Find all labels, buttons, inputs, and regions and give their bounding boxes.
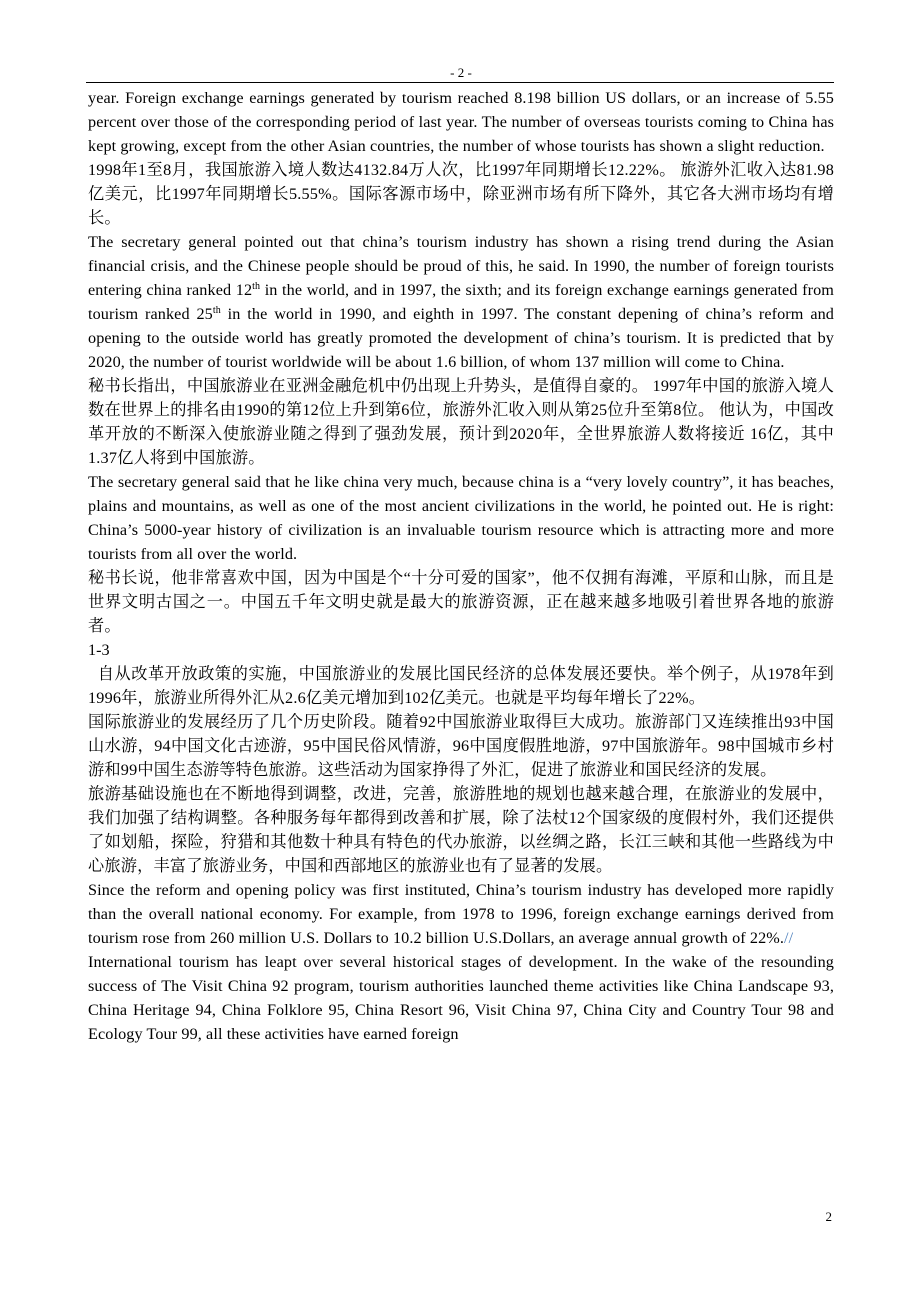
paragraph-en-2 (88, 230, 834, 374)
paragraph-en-4 (88, 878, 834, 950)
paragraph-zh-1: 1998年1至8月，我国旅游入境人数达4132.84万人次，比1997年同期增长12.22%。 旅游外汇收入达81.98亿美元，比1997年同期增长5.55%。国际客源市场中，除亚洲市场有所下降外，其它各大洲市场均有增长。 (88, 161, 834, 227)
paragraph-zh-6: 旅游基础设施也在不断地得到调整，改进，完善，旅游胜地的规划也越来越合理，在旅游业的发展中，我们加强了结构调整。各种服务每年都得到改善和扩展，除了法杖12个国家级的度假村外，我们还提供了如划船，探险，狩猎和其他数十种具有特色的代办旅游，以丝绸之路，长江三峡和其他一些路线为中心旅游，丰富了旅游业务，中国和西部地区的旅游业也有了显著的发展。 (88, 785, 834, 875)
page-number: 2 (825, 1209, 832, 1224)
paragraph-en-5: International tourism has leapt over several historical stages of development. In the wake of the resounding success of The Visit China 92 program, tourism authorities launched theme activities like China Landscape 93, China Heritage 94, China Folklore 95, China Resort 96, Visit China 97, China City and Country Tour 98 and Ecology Tour 99, all these activities have earned foreign (88, 953, 834, 1043)
comment-mark: // (784, 929, 794, 947)
paragraph-en-1: year. Foreign exchange earnings generated by tourism reached 8.198 billion US dollars, or an increase of 5.55 percent over those of the corresponding period of last year. The number of overseas tourists coming to China has kept growing, except from the other Asian countries, the number of whose tourists has shown a slight reduction. (88, 89, 834, 155)
paragraph-en-2-part-2: in the world, and in 1997, the sixth; and its foreign exchange earnings generated from tourism ranked 25 (88, 281, 834, 323)
page-header: - 2 - (450, 65, 472, 80)
superscript-th-2: th (212, 305, 221, 316)
header-rule (86, 82, 834, 83)
paragraph-en-2-part-3: in the world in 1990, and eighth in 1997. The constant depening of china’s reform and opening to the outside world has greatly promoted the development of china’s tourism. It is predicted that by 2020, the number of tourist worldwide will be about 1.6 billion, of whom 137 million will come to China. (88, 305, 834, 371)
paragraph-en-4-text: Since the reform and opening policy was first instituted, China’s tourism industry has developed more rapidly than the overall national economy. For example, from 1978 to 1996, foreign exchange earnings derived from tourism rose from 260 million U.S. Dollars to 10.2 billion U.S.Dollars, an average annual growth of 22%. (88, 881, 834, 947)
paragraph-zh-2: 秘书长指出，中国旅游业在亚洲金融危机中仍出现上升势头，是值得自豪的。 1997年中国的旅游入境人数在世界上的排名由1990的第12位上升到第6位，旅游外汇收入则从第25位升至第8位。 他认为，中国改革开放的不断深入使旅游业随之得到了强劲发展，预计到2020年，全世界旅游人数将接近 16亿，其中1.37亿人将到中国旅游。 (88, 377, 834, 467)
section-label: 1-3 (88, 641, 110, 659)
document-body (88, 86, 834, 1046)
paragraph-en-2-part-1: The secretary general pointed out that china’s tourism industry has shown a rising trend during the Asian financial crisis, and the Chinese people should be proud of this, he said. In 1990, the number of foreign tourists entering china ranked 12 (88, 233, 834, 299)
superscript-th-1: th (252, 281, 261, 292)
paragraph-en-3: The secretary general said that he like china very much, because china is a “very lovely country”, it has beaches, plains and mountains, as well as one of the most ancient civilizations in the world, he pointed out. He is right: China’s 5000-year history of civilization is an invaluable tourism resource which is attracting more and more tourists from all over the world. (88, 473, 834, 563)
paragraph-zh-4: 自从改革开放政策的实施，中国旅游业的发展比国民经济的总体发展还要快。举个例子，从1978年到1996年，旅游业所得外汇从2.6亿美元增加到102亿美元。也就是平均每年增长了22%。 (88, 665, 834, 707)
paragraph-zh-3: 秘书长说，他非常喜欢中国，因为中国是个“十分可爱的国家”，他不仅拥有海滩，平原和山脉，而且是世界文明古国之一。中国五千年文明史就是最大的旅游资源，正在越来越多地吸引着世界各地的旅游者。 (88, 569, 834, 635)
paragraph-zh-5: 国际旅游业的发展经历了几个历史阶段。随着92中国旅游业取得巨大成功。旅游部门又连续推出93中国山水游，94中国文化古迹游，95中国民俗风情游，96中国度假胜地游，97中国旅游年。98中国城市乡村游和99中国生态游等特色旅游。这些活动为国家挣得了外汇，促进了旅游业和国民经济的发展。 (88, 713, 834, 779)
